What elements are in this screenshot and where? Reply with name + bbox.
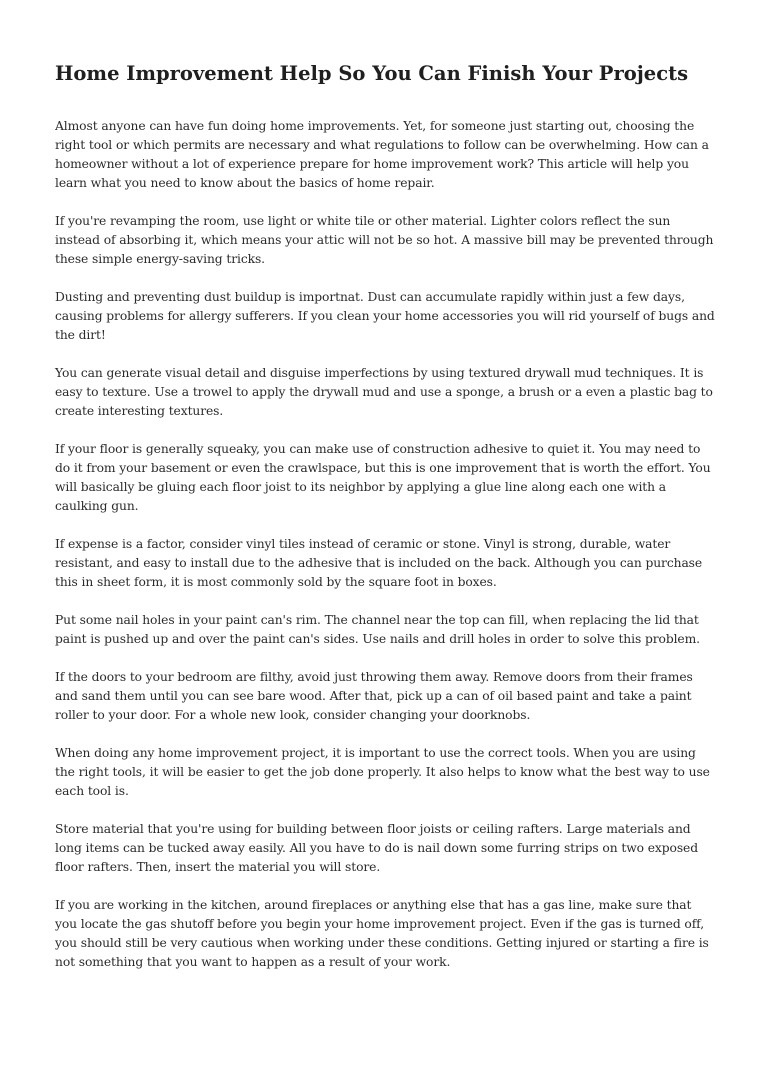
paragraph-bedroom-doors: If the doors to your bedroom are filthy, avoid just throwing them away. Remove doors from their frames and sand them until you can see bare wood. After that, pick up a can of oil based paint and take a paint roller to your door. For a whole new look, consider changing your doorknobs. bbox=[55, 670, 693, 722]
paragraph-dusting: Dusting and preventing dust buildup is importnat. Dust can accumulate rapidly within just a few days, causing problems for allergy sufferers. If you clean your home accessories you will rid yourself of bugs and the dirt! bbox=[55, 290, 715, 342]
paragraph-drywall-texture: You can generate visual detail and disguise imperfections by using textured drywall mud techniques. It is easy to texture. Use a trowel to apply the drywall mud and use a sponge, a brush or a even a plastic bag to create interesting textures. bbox=[55, 366, 713, 418]
paragraph-gas-shutoff: If you are working in the kitchen, around fireplaces or anything else that has a gas line, make sure that you locate the gas shutoff before you begin your home improvement project. Even if the gas is turned off, you should still be very cautious when working under these conditions. Getting injured or starting a fire is not something that you want to happen as a result of your work. bbox=[55, 898, 709, 969]
paragraph-store-material: Store material that you're using for building between floor joists or ceiling rafters. Large materials and long items can be tucked away easily. All you have to do is nail down some furring strips on two exposed floor rafters. Then, insert the material you will store. bbox=[55, 822, 698, 874]
paragraph-light-tile: If you're revamping the room, use light or white tile or other material. Lighter colors reflect the sun instead of absorbing it, which means your attic will not be so hot. A massive bill may be prevented through these simple energy-saving tricks. bbox=[55, 214, 714, 266]
document-page bbox=[55, 60, 715, 991]
document-title: Home Improvement Help So You Can Finish Your Projects bbox=[55, 62, 689, 85]
paragraph-intro: Almost anyone can have fun doing home improvements. Yet, for someone just starting out, choosing the right tool or which permits are necessary and what regulations to follow can be overwhelming. How can a homeowner without a lot of experience prepare for home improvement work? This article will help you learn what you need to know about the basics of home repair. bbox=[55, 119, 709, 190]
paragraph-vinyl-tiles: If expense is a factor, consider vinyl tiles instead of ceramic or stone. Vinyl is strong, durable, water resistant, and easy to install due to the adhesive that is included on the back. Although you can purchase this in sheet form, it is most commonly sold by the square foot in boxes. bbox=[55, 537, 703, 589]
paragraph-correct-tools: When doing any home improvement project, it is important to use the correct tools. When you are using the right tools, it will be easier to get the job done properly. It also helps to know what the best way to use each tool is. bbox=[55, 746, 710, 798]
paragraph-squeaky-floor: If your floor is generally squeaky, you can make use of construction adhesive to quiet it. You may need to do it from your basement or even the crawlspace, but this is one improvement that is worth the effort. You will basically be gluing each floor joist to its neighbor by applying a glue line along each one with a caulking gun. bbox=[55, 442, 711, 513]
paragraph-paint-can: Put some nail holes in your paint can's rim. The channel near the top can fill, when replacing the lid that paint is pushed up and over the paint can's sides. Use nails and drill holes in order to solve this problem. bbox=[55, 613, 700, 646]
